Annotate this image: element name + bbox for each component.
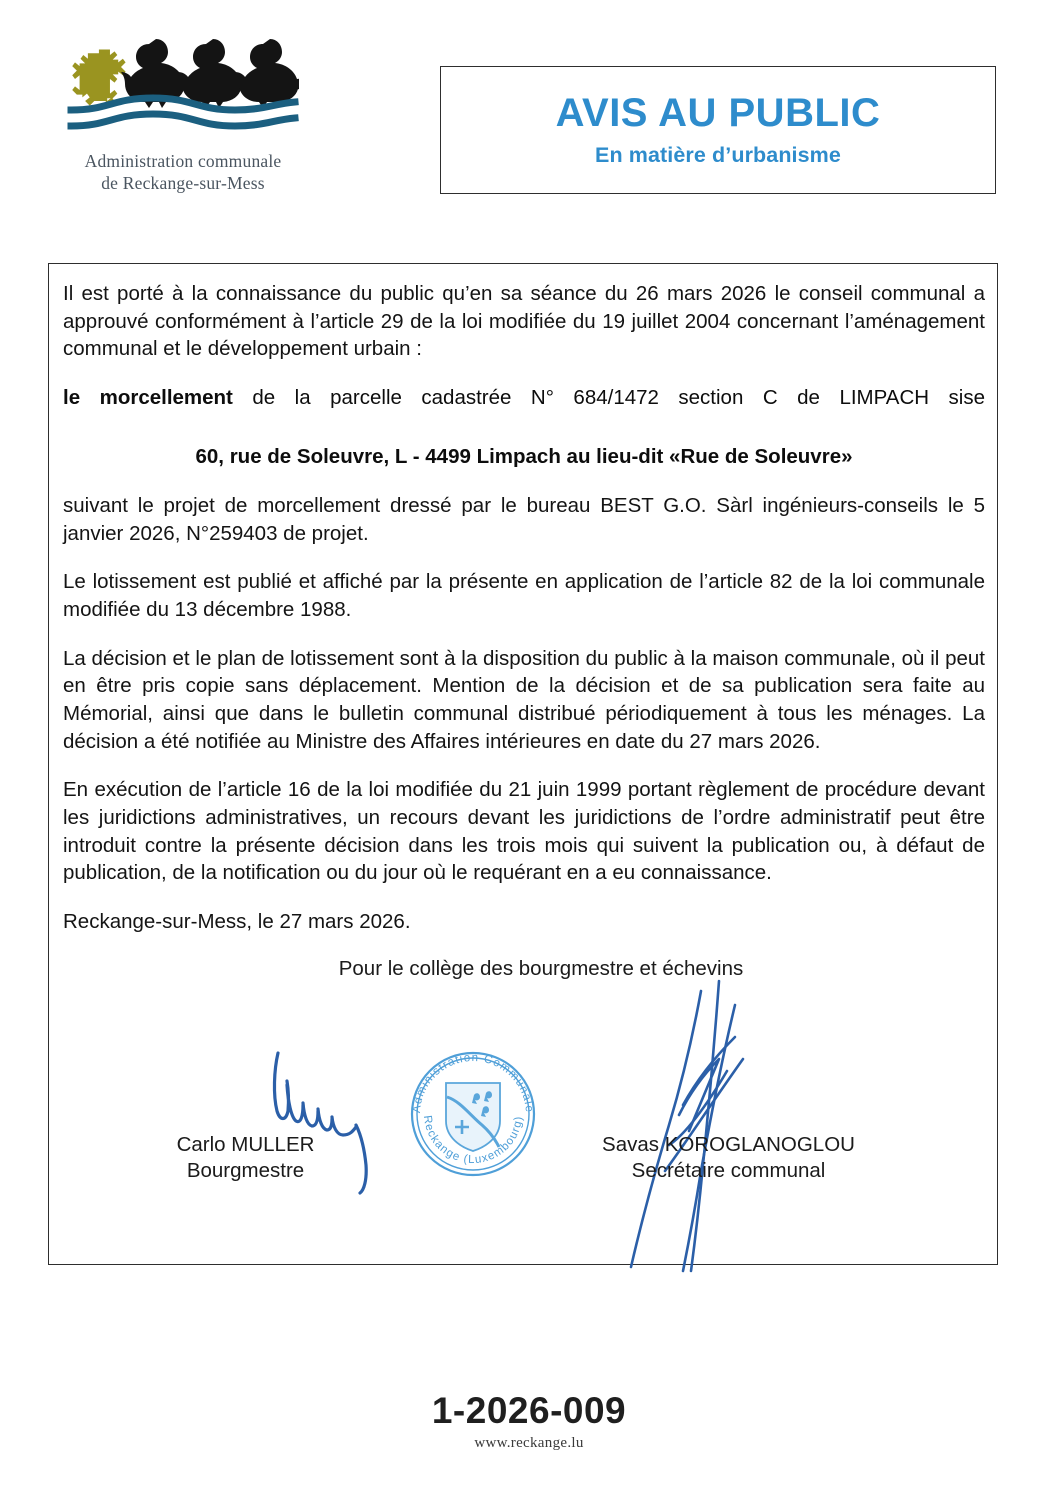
secretaire-name: Savas KOROGLANOGLOU — [602, 1132, 855, 1156]
paragraph-publication: Le lotissement est publié et affiché par la présente en application de l’article 82 de la loi communale modifiée du 13 décembre 1988. — [63, 570, 985, 621]
logo-artwork — [67, 34, 299, 146]
signature-columns — [63, 1132, 985, 1185]
website-url: www.reckange.lu — [474, 1435, 584, 1451]
reference-number: 1-2026-009 — [431, 1390, 627, 1431]
paragraph-appeal: En exécution de l’article 16 de la loi modifiée du 21 juin 1999 portant règlement de procédure devant les juridictions administratives, un recours devant les juridictions de l’ordre administratif peut être introduit contre la présente décision dans les trois mois qui suivent la publication ou, à défaut de publication, de la notification ou du jour où le requérant en a eu connaissance. — [63, 778, 985, 885]
notice-content-box — [48, 263, 998, 1265]
subject-emphasis-block — [63, 384, 985, 471]
signature-heading: Pour le collège des bourgmestre et échevins — [338, 956, 744, 980]
place-and-date: Reckange-sur-Mess, le 27 mars 2026. — [63, 909, 411, 933]
stamp-bottom-text: Reckange (Luxembourg) — [420, 1114, 526, 1166]
page-subtitle: En matière d’urbanisme — [595, 143, 841, 167]
handwritten-signature-icon — [623, 975, 803, 1275]
cross-icon — [72, 50, 125, 106]
secretaire-role: Secrétaire communal — [631, 1159, 826, 1183]
commune-logo — [58, 34, 308, 195]
document-header — [0, 0, 1058, 215]
logo-caption-line1: Administration communale — [84, 151, 282, 171]
document-footer — [0, 1390, 1058, 1452]
paragraph-intro: Il est porté à la connaissance du public qu’en sa séance du 26 mars 2026 le conseil communal a approuvé conformément à l’article 29 de la loi modifiée du 19 juillet 2004 concernant l’aménagement communal et le développement urbain : — [63, 282, 985, 361]
signature-block-bourgmestre — [63, 1132, 428, 1185]
logo-caption — [58, 150, 308, 195]
subject-line-1 — [63, 384, 985, 441]
signature-block-secretaire — [472, 1132, 985, 1185]
subject-lead-bold: le morcellement — [63, 386, 233, 410]
swan-icon — [235, 39, 299, 108]
signature-area — [63, 957, 985, 1207]
subject-address: 60, rue de Soleuvre, L - 4499 Limpach au lieu-dit «Rue de Soleuvre» — [195, 444, 853, 468]
stamp-top-text: Administration Communale — [410, 1051, 536, 1114]
bourgmestre-name: Carlo MULLER — [176, 1132, 315, 1156]
subject-lead-rest: de la parcelle cadastrée N° 684/1472 section C de LIMPACH sise — [232, 386, 985, 410]
wave-icon — [71, 114, 295, 126]
title-box — [440, 66, 996, 194]
paragraph-availability: La décision et le plan de lotissement sont à la disposition du public à la maison communale, où il peut en être pris copie sans déplacement. Mention de la décision et de sa publication sera faite au Mémorial, ainsi que dans le bulletin communal distribué périodiquement à tous les ménages. La décision a été notifiée au Ministre des Affaires intérieures en date du 27 mars 2026. — [63, 646, 985, 753]
bourgmestre-role: Bourgmestre — [186, 1159, 305, 1183]
logo-caption-line2: de Reckange-sur-Mess — [101, 173, 265, 194]
page-title: AVIS AU PUBLIC — [555, 91, 881, 135]
paragraph-project: suivant le projet de morcellement dressé par le bureau BEST G.O. Sàrl ingénieurs-conseils le 5 janvier 2026, N°259403 de projet. — [63, 493, 985, 545]
